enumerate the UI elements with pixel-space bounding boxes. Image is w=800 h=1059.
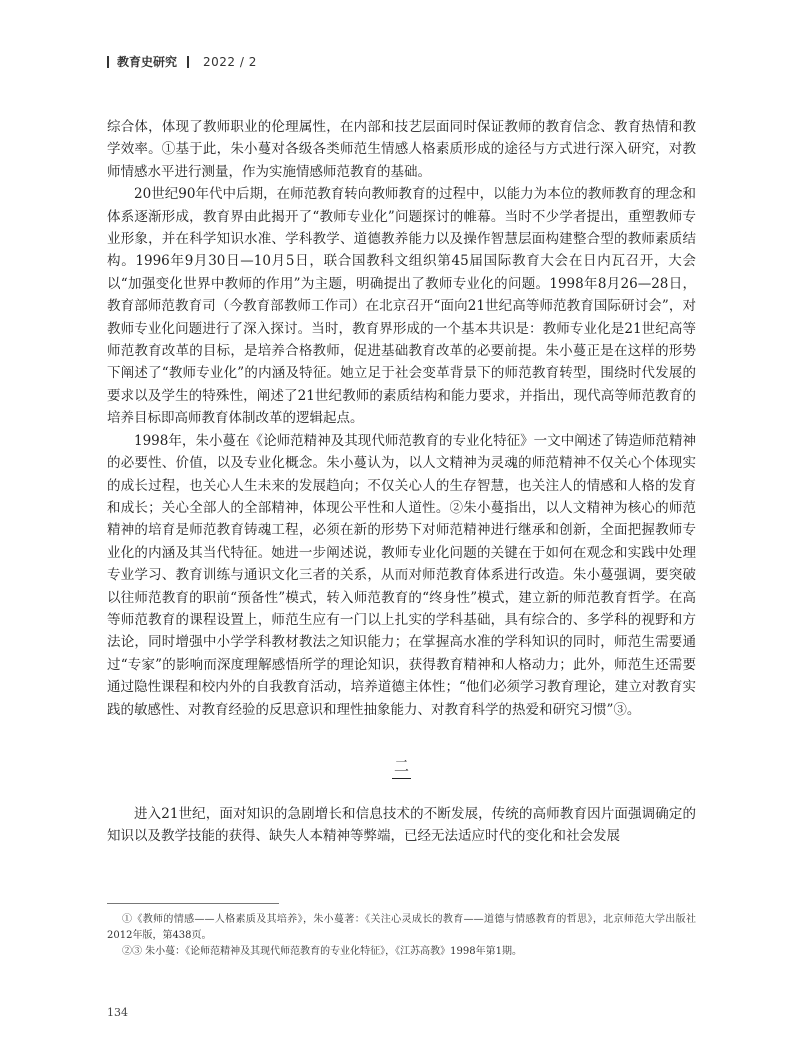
section-number: 二 (392, 755, 411, 779)
page-number: 134 (107, 1006, 128, 1019)
header-bar-left (107, 56, 109, 68)
paragraph-4: 进入21世纪，面对知识的急剧增长和信息技术的不断发展，传统的高师教育因片面强调确定的知识以及教学技能的获得、缺失人本精神等弊端，已经无法适应时代的变化和社会发展 (107, 805, 696, 845)
body-text (107, 116, 696, 848)
paragraph-3: 1998年，朱小蔓在《论师范精神及其现代师范教育的专业化特征》一文中阐述了铸造师范精神的必要性、价值，以及专业化概念。朱小蔓认为，以人文精神为灵魂的师范精神不仅关心个体现实的成长过程，也关心人生未来的发展趋向；不仅关心人的生存智慧，也关注人的情感和人格的发育和成长；关心全部人的全部精神，体现公平性和人道性。②朱小蔓指出，以人文精神为核心的师范精神的培育是师范教育铸魂工程，必须在新的形势下对师范精神进行继承和创新，全面把握教师专业化的内涵及其当代特征。她进一步阐述说，教师专业化问题的关键在于如何在观念和实践中处理专业学习、教育训练与通识文化三者的关系，从而对师范教育体系进行改造。朱小蔓强调，要突破以往师范教育的职前“预备性”模式，转入师范教育的“终身性”模式，建立新的师范教育哲学。在高等师范教育的课程设置上，师范生应有一门以上扎实的学科基础，具有综合的、多学科的视野和方法论，同时增强中小学学科教材教法之知识能力；在掌握高水准的学科知识的同时，师范生需要通过“专家”的影响而深度理解感悟所学的理论知识，获得教育精神和人格动力；此外，师范生还需要通过隐性课程和校内外的自我教育活动，培养道德主体性；“他们必须学习教育理论，建立对教育实践的敏感性、对教育经验的反思意识和理性抽象能力、对教育科学的热爱和研究习惯”③。 (107, 432, 696, 718)
journal-name: 教育史研究 (117, 55, 178, 69)
header-bar-right (187, 56, 189, 68)
footnote-rule (107, 903, 279, 904)
section-heading (107, 755, 696, 779)
paragraph-2: 20世纪90年代中后期，在师范教育转向教师教育的过程中，以能力为本位的教师教育的理念和体系逐渐形成，教育界由此揭开了“教师专业化”问题探讨的帷幕。当时不少学者提出，重塑教师专业形象，并在科学知识水准、学科教学、道德教养能力以及操作智慧层面构建整合型的教师素质结构。1996年9月30日—10月5日，联合国教科文组织第45届国际教育大会在日内瓦召开，大会以“加强变化世界中教师的作用”为主题，明确提出了教师专业化的问题。1998年8月26—28日，教育部师范教育司（今教育部教师工作司）在北京召开“面向21世纪高等师范教育国际研讨会”，对教师专业化问题进行了深入探讨。当时，教育界形成的一个基本共识是：教师专业化是21世纪高等师范教育改革的目标，是培养合格教师，促进基础教育改革的必要前提。朱小蔓正是在这样的形势下阐述了“教师专业化”的内涵及特征。她立足于社会变革背景下的师范教育转型，围绕时代发展的要求以及学生的特殊性，阐述了21世纪教师的素质结构和能力要求，并指出，现代高等师范教育的培养目标即高师教育体制改革的逻辑起点。 (107, 186, 696, 427)
issue-number: 2022 / 2 (203, 54, 257, 69)
running-header (107, 53, 257, 70)
footnote-2: ②③ 朱小蔓：《论师范精神及其现代师范教育的专业化特征》，《江苏高教》1998年第1期。 (122, 946, 522, 957)
paragraph-1: 综合体，体现了教师职业的伦理属性，在内部和技艺层面同时保证教师的教育信念、教育热情和教学效率。①基于此，朱小蔓对各级各类师范生情感人格素质形成的途径与方式进行深入研究，对教师情感水平进行测量，作为实施情感师范教育的基础。 (107, 119, 696, 180)
footnote-1: ①《教师的情感——人格素质及其培养》，朱小蔓著：《关注心灵成长的教育——道德与情感教育的哲思》，北京师范大学出版社2012年版，第438页。 (107, 914, 696, 941)
footnotes (107, 903, 696, 960)
